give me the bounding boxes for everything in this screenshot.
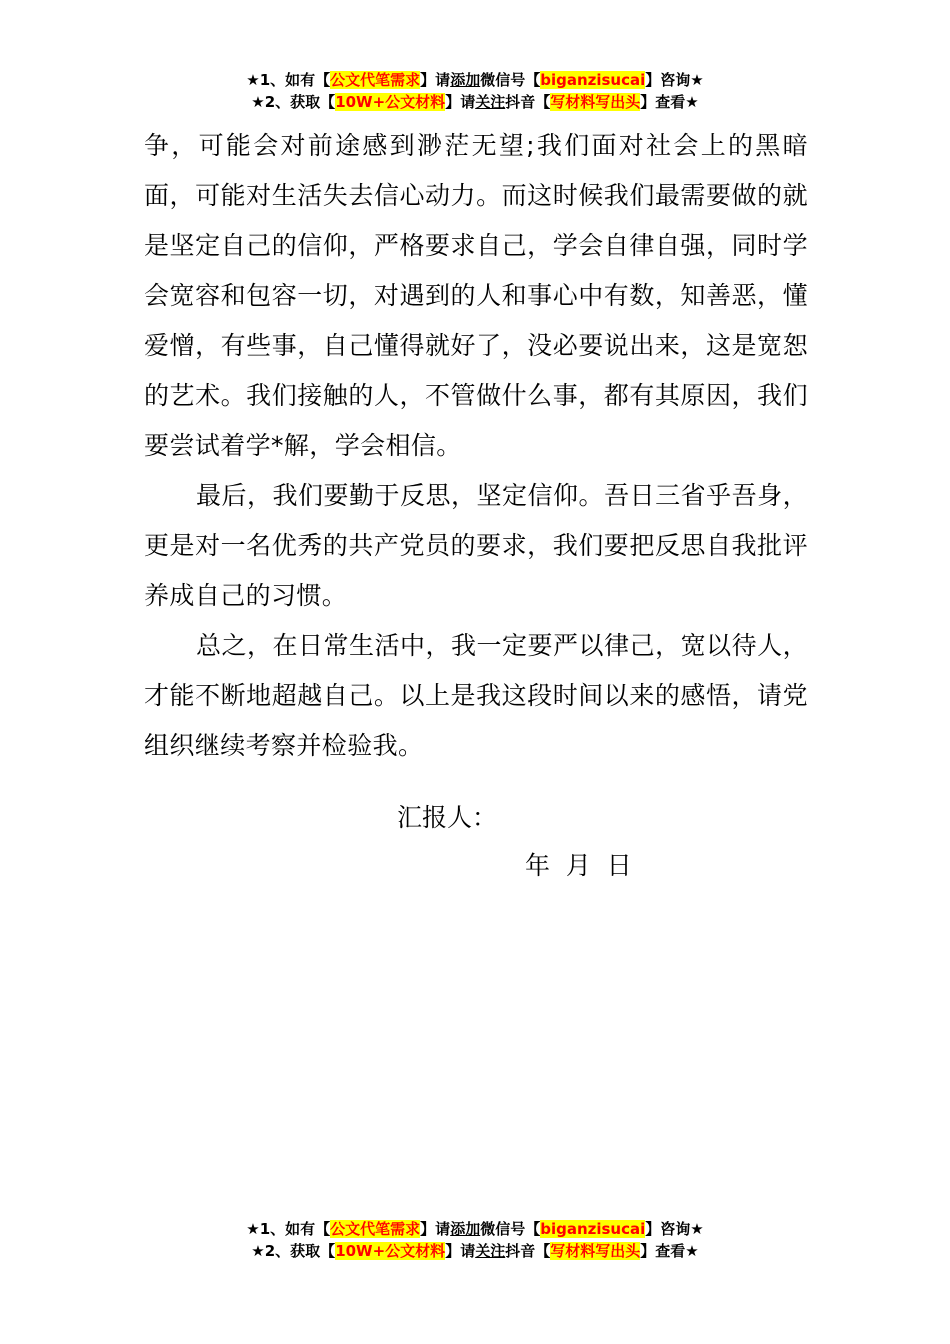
highlight-materials: 10W+公文材料: [335, 93, 446, 111]
banner-text: ★1、如有【: [246, 71, 331, 89]
banner-line-2: [0, 1240, 950, 1262]
header-banner: [0, 69, 950, 113]
banner-text: 】请: [420, 1220, 451, 1238]
banner-text: ★1、如有【: [246, 1220, 331, 1238]
banner-text: 抖音【: [505, 93, 551, 111]
highlight-service: 公文代笔需求: [330, 1220, 421, 1238]
date-line: 年 月 日: [525, 851, 632, 880]
paragraph-conclusion: 总之，在日常生活中，我一定要严以律己，宽以待人，才能不断地超越自己。以上是我这段时间以来的感悟，请党组织继续考察并检验我。: [144, 631, 808, 760]
banner-line-1: [0, 69, 950, 91]
banner-text: ★2、获取【: [251, 93, 336, 111]
highlight-douyin-account: 写材料写出头: [550, 93, 641, 111]
banner-line-1: [0, 1218, 950, 1240]
emphasis-text: 添加: [450, 1220, 481, 1238]
banner-text: 微信号【: [480, 1220, 541, 1238]
highlight-wechat-id: biganzisucai: [540, 1220, 646, 1238]
paragraph-continued: 争，可能会对前途感到渺茫无望;我们面对社会上的黑暗面，可能对生活失去信心动力。而这时候我们最需要做的就是坚定自己的信仰，严格要求自己，学会自律自强，同时学会宽容和包容一切，对遇到的人和事心中有数，知善恶，懂爱憎，有些事，自己懂得就好了，没必要说出来，这是宽恕的艺术。我们接触的人，不管做什么事，都有其原因，我们要尝试着学*解，学会相信。: [144, 131, 808, 460]
emphasis-text: 关注: [475, 93, 506, 111]
banner-text: 】咨询★: [645, 1220, 704, 1238]
document-body: [144, 121, 808, 771]
highlight-douyin-account: 写材料写出头: [550, 1242, 641, 1260]
banner-text: 微信号【: [480, 71, 541, 89]
reporter-label: 汇报人：: [397, 803, 498, 832]
banner-text: 】请: [445, 1242, 476, 1260]
highlight-service: 公文代笔需求: [330, 71, 421, 89]
banner-text: 】请: [420, 71, 451, 89]
emphasis-text: 关注: [475, 1242, 506, 1260]
banner-text: 】查看★: [640, 93, 699, 111]
footer-banner: [0, 1218, 950, 1262]
banner-text: 抖音【: [505, 1242, 551, 1260]
banner-line-2: [0, 91, 950, 113]
emphasis-text: 添加: [450, 71, 481, 89]
banner-text: 】查看★: [640, 1242, 699, 1260]
banner-text: 】咨询★: [645, 71, 704, 89]
highlight-wechat-id: biganzisucai: [540, 71, 646, 89]
banner-text: 】请: [445, 93, 476, 111]
highlight-materials: 10W+公文材料: [335, 1242, 446, 1260]
paragraph-reflection: 最后，我们要勤于反思，坚定信仰。吾日三省乎吾身，更是对一名优秀的共产党员的要求，我们要把反思自我批评养成自己的习惯。: [144, 481, 808, 610]
banner-text: ★2、获取【: [251, 1242, 336, 1260]
